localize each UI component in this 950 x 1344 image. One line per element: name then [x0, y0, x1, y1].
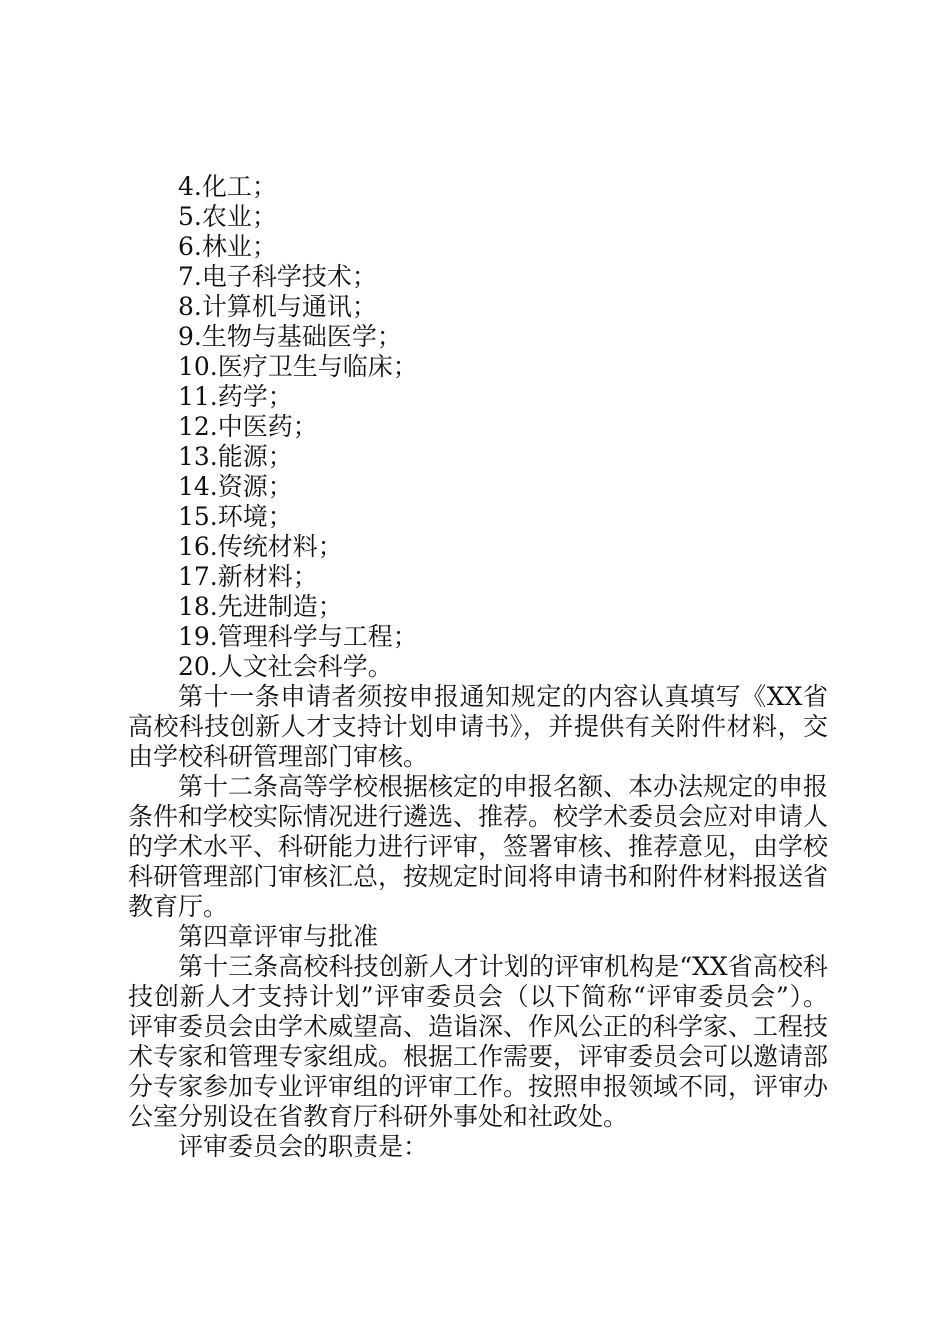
list-item: 7.电子科学技术； [178, 262, 377, 291]
duties-intro-paragraph: 评审委员会的职责是： [178, 1132, 429, 1161]
list-item: 5.农业； [178, 202, 277, 231]
list-item: 4.化工； [178, 172, 277, 201]
article-12-paragraph: 第十二条高等学校根据核定的申报名额、本办法规定的申报条件和学校实际情况进行遴选、推荐。校学术委员会应对申请人的学术水平、科研能力进行评审，签署审核、推荐意见，由学校科研管理部门审核汇总，按规定时间将申请书和附件材料报送省教育厅。 [128, 772, 829, 921]
list-item: 17.新材料； [178, 562, 318, 591]
article-11-paragraph: 第十一条申请者须按申报通知规定的内容认真填写《XX省高校科技创新人才支持计划申请书》，并提供有关附件材料，交由学校科研管理部门审核。 [128, 682, 828, 771]
list-item: 13.能源； [178, 442, 293, 471]
list-item: 11.药学； [178, 382, 293, 411]
article-13-paragraph: 第十三条高校科技创新人才计划的评审机构是“XX省高校科技创新人才支持计划”评审委员会（以下简称“评审委员会”）。评审委员会由学术威望高、造诣深、作风公正的科学家、工程技术专家和管理专家组成。根据工作需要，评审委员会可以邀请部分专家参加专业评审组的评审工作。按照申报领域不同，评审办公室分别设在省教育厅科研外事处和社政处。 [128, 952, 829, 1131]
list-item: 8.计算机与通讯； [178, 292, 377, 321]
list-item: 18.先进制造； [178, 592, 343, 621]
document-page [128, 172, 828, 1162]
list-item: 19.管理科学与工程； [178, 622, 418, 651]
list-item: 9.生物与基础医学； [178, 322, 402, 351]
list-item: 16.传统材料； [178, 532, 343, 561]
list-item: 14.资源； [178, 472, 293, 501]
chapter-heading: 第四章评审与批准 [178, 922, 379, 951]
field-list [128, 172, 828, 682]
list-item: 12.中医药； [178, 412, 318, 441]
list-item: 15.环境； [178, 502, 293, 531]
list-item: 10.医疗卫生与临床； [178, 352, 418, 381]
list-item: 20.人文社会科学。 [178, 652, 393, 681]
list-item: 6.林业； [178, 232, 277, 261]
